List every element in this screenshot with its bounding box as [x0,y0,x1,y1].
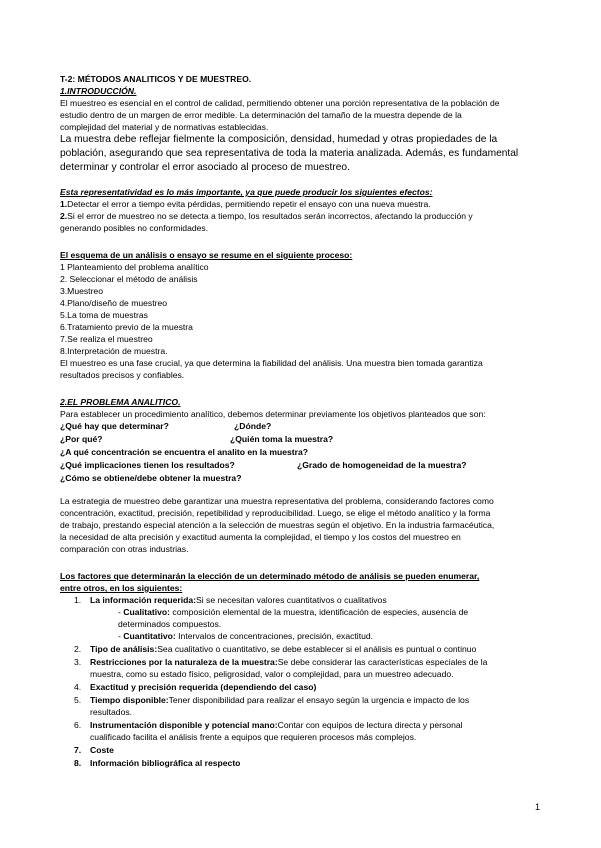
factor-subitem [118,630,373,642]
process-step: 3.Muestreo [60,286,103,296]
paragraph-line: La estrategia de muestreo debe garantizar una muestra representativa del problema, considerando factores como [60,496,494,506]
factor-text: Si se necesitan valores cuantitativos o cualitativos [196,595,387,605]
factor-text-continued: determinados compuestos. [118,619,222,629]
factor-subitem [118,606,468,618]
process-step: 7.Se realiza el muestreo [60,334,153,344]
factor-text: Intervalos de concentraciones, precisión, exactitud. [175,631,374,641]
factor-number: 2. [74,644,82,654]
paragraph-line: de trabajo, prestando especial atención a la selección de muestras según el objetivo. En la industria farmacéutica, [60,520,495,530]
factor-text: Sea cualitativo o cuantitativo, se debe establecer si el análisis es puntual o continuo [157,644,477,654]
factor-label: Exactitud y precisión requerida (dependiendo del caso) [90,682,317,692]
factor-item [74,744,114,756]
question: ¿Qué hay que determinar? [60,421,169,431]
paragraph-line: población, asegurando que sea representativa de toda la materia analizada. Además, es fundamental [60,148,519,159]
factor-number: 4. [74,682,82,692]
factor-item [74,681,316,693]
factor-number: 8. [74,758,82,768]
process-step: 8.Interpretación de muestra. [60,346,168,356]
factor-item [74,694,469,706]
factor-item [74,757,240,769]
factor-label: La información requerida: [90,595,197,605]
factor-label: Cualitativo: [123,607,171,617]
question: ¿Por qué? [60,434,103,444]
effects-heading: Esta representatividad es lo más importante, ya que puede producir los siguientes efectos: [60,187,433,197]
factors-heading: entre otros, en los siguientes: [60,583,183,593]
process-step: 5.La toma de muestras [60,310,148,320]
factor-label: Tipo de análisis: [90,644,158,654]
factor-text-continued: resultados. [90,707,133,717]
question: ¿A qué concentración se encuentra el analito en la muestra? [60,447,309,457]
paragraph-line: determinar y controlar el error asociado al proceso de muestreo. [60,162,350,173]
factor-item [74,594,387,606]
factor-item [74,643,476,655]
factor-label: Instrumentación disponible y potencial mano: [90,720,278,730]
paragraph-line: comparación con otras industrias. [60,544,189,554]
effect-number: 1. [60,199,68,209]
paragraph-line: La muestra debe reflejar fielmente la composición, densidad, humedad y otras propiedades de la [60,134,498,145]
page-number: 1 [535,802,541,812]
factor-number: 3. [74,657,82,667]
factor-text-continued: muestra, como su estado físico, peligrosidad, valor o complejidad, para un muestreo adecuado. [90,669,454,679]
process-step: 6.Tratamiento previo de la muestra [60,322,193,332]
factor-label: Coste [90,745,114,755]
paragraph-line: Para establecer un procedimiento analítico, debemos determinar previamente los objetivos planteados que son: [60,409,486,419]
paragraph-line: El muestreo es esencial en el control de calidad, permitiendo obtener una porción representativa de la población de [60,98,500,108]
factor-text: Contar con equipos de lectura directa y personal [277,720,463,730]
effect-item [60,198,431,210]
effect-number: 2. [60,211,68,221]
question: ¿Cómo se obtiene/debe obtener la muestra? [60,473,242,483]
factors-heading: Los factores que determinarán la elección de un determinado método de análisis se pueden enumerar, [60,571,480,581]
factor-label: Tiempo disponible: [90,695,169,705]
question: ¿Qué implicaciones tienen los resultados? [60,460,235,470]
process-step: 4.Plano/diseño de muestreo [60,298,168,308]
factor-item [74,719,463,731]
paragraph-line: complejidad del material y de normativas establecidas. [60,122,269,132]
effect-item [60,210,473,222]
process-step: 2. Seleccionar el método de análisis [60,274,198,284]
dash: - [118,631,124,641]
factor-number: 1. [74,595,82,605]
factor-number: 7. [74,745,82,755]
section-heading-problema: 2.EL PROBLEMA ANALITICO. [60,397,181,407]
paragraph-line: resultados precisos y confiables. [60,370,185,380]
paragraph-line: El muestreo es una fase crucial, ya que determina la fiabilidad del análisis. Una muestra bien tomada garantiza [60,358,483,368]
factor-number: 5. [74,695,82,705]
factor-text: composición elemental de la muestra, identificación de especies, ausencia de [170,607,469,617]
factor-text-continued: cualificado facilita el análisis frente a equipos que requieren procesos más complejos. [90,732,417,742]
paragraph-line: concentración, exactitud, precisión, repetibilidad y reproducibilidad. Luego, se elige el método analítico y la forma [60,508,491,518]
factor-item [74,656,487,668]
factor-label: Cuantitativo: [123,631,176,641]
section-heading-introduccion: 1.INTRODUCCIÓN. [60,86,137,96]
effect-text-continued: generando posibles no conformidades. [60,223,209,233]
process-step: 1 Planteamiento del problema analítico [60,262,209,272]
factor-label: Información bibliográfica al respecto [90,758,241,768]
question: ¿Quién toma la muestra? [230,434,334,444]
paragraph-line: estudio dentro de un margen de error medible. La determinación del tamaño de la muestra depende de la [60,110,462,120]
question: ¿Dónde? [234,421,272,431]
effect-text: Detectar el error a tiempo evita pérdidas, permitiendo repetir el ensayo con una nueva muestra. [67,199,431,209]
scheme-heading: El esquema de un análisis o ensayo se resume en el siguiente proceso: [60,250,353,260]
paragraph-line: la necesidad de alta precisión y exactitud aumenta la complejidad, el tiempo y los costos del muestreo en [60,532,461,542]
factor-number: 6. [74,720,82,730]
factor-label: Restricciones por la naturaleza de la muestra: [90,657,278,667]
factor-text: Se debe considerar las características especiales de la [277,657,488,667]
question: ¿Grado de homogeneidad de la muestra? [297,460,467,470]
effect-text: Si el error de muestreo no se detecta a tiempo, los resultados serán incorrectos, afectando la producción y [67,211,473,221]
document-title: T-2: MÉTODOS ANALITICOS Y DE MUESTREO. [60,74,252,84]
dash: - [118,607,124,617]
factor-text: Tener disponibilidad para realizar el ensayo según la urgencia e impacto de los [168,695,470,705]
